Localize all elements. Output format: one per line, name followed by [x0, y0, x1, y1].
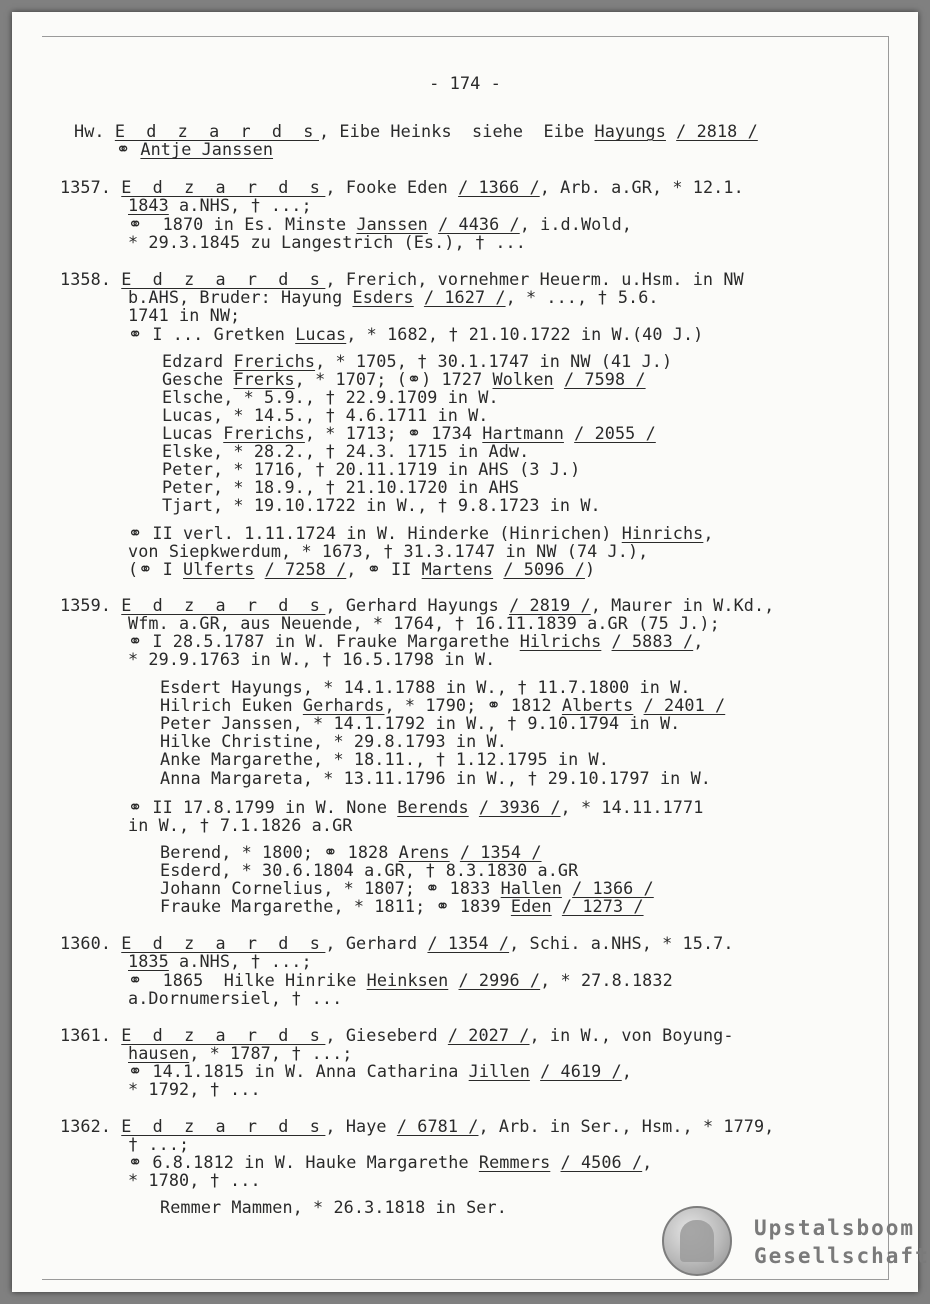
entry-text — [414, 287, 424, 307]
entry-text: , Eibe Heinks siehe Eibe — [319, 121, 595, 141]
entry-1362-line-4: * 1780, † ... — [128, 1170, 261, 1190]
entry-text — [550, 1152, 560, 1172]
entry-1357-line-2 — [128, 196, 312, 214]
entry-text: , Arb. in Ser., Hsm., * 1779, — [478, 1116, 775, 1136]
entry-text — [469, 797, 479, 817]
ref-number: / 7598 / — [563, 369, 646, 389]
entry-text: ⚭ 1870 in Es. Minste — [128, 214, 357, 234]
entry-text: , * ..., † 5.6. — [505, 287, 659, 307]
ref-number: / 2996 / — [458, 970, 541, 990]
entry-text: (⚭ I — [128, 559, 183, 579]
entry-text — [554, 369, 564, 389]
surname: E d z a r d s — [121, 933, 326, 953]
publisher-logo — [658, 1204, 930, 1288]
surname: E d z a r d s — [121, 595, 326, 615]
entry-number: 1359. — [60, 595, 112, 615]
entry-text: , * 1682, † 21.10.1722 in W.(40 J.) — [346, 324, 704, 344]
birth-year: 1843 — [128, 195, 169, 215]
ref-name: Jillen — [468, 1061, 530, 1081]
child-line: Tjart, * 19.10.1722 in W., † 9.8.1723 in W. — [162, 495, 601, 515]
child-line: Esderd, * 30.6.1804 a.GR, † 8.3.1830 a.GR — [160, 860, 579, 880]
entry-number: 1361. — [60, 1025, 112, 1045]
entry-text: , ⚭ II — [346, 559, 422, 579]
entry-text: ⚭ I 28.5.1787 in W. Frauke Margarethe — [128, 631, 520, 651]
entry-1359-line-3 — [128, 632, 703, 650]
entry-text: Hilrich Euken — [160, 695, 303, 715]
seal-icon — [662, 1206, 732, 1276]
entry-text: , * 1787, † ...; — [189, 1043, 353, 1063]
entry-text: , * 1790; ⚭ 1812 — [384, 695, 562, 715]
entry-number: 1360. — [60, 933, 112, 953]
ref-name: Ulferts — [182, 559, 255, 579]
entry-text — [564, 423, 574, 443]
ref-name: Eden — [510, 896, 552, 916]
birth-year: 1835 — [128, 951, 169, 971]
entry-text: Berend, * 1800; ⚭ 1828 — [160, 842, 399, 862]
place-name: hausen — [128, 1043, 190, 1063]
entry-text: ⚭ I ... Gretken — [128, 324, 296, 344]
marriage-symbol: ⚭ — [116, 139, 141, 159]
entry-number: 1357. — [60, 177, 112, 197]
entry-text — [552, 896, 562, 916]
ref-name: Heinksen — [366, 970, 449, 990]
entry-1362-line-1 — [60, 1117, 774, 1135]
entry-text: ) — [584, 559, 596, 579]
ref-number: / 2055 / — [574, 423, 656, 443]
logo-line-1: Upstalsboom — [754, 1216, 916, 1240]
entry-label: Hw. — [74, 121, 105, 141]
entry-text — [450, 842, 460, 862]
entry-text: Gesche — [162, 369, 234, 389]
ref-name: Wolken — [492, 369, 554, 389]
entry-1360-line-3 — [128, 971, 673, 989]
ref-name: Berends — [397, 797, 469, 817]
entry-1361-line-2 — [128, 1044, 353, 1062]
entry-1361-line-4: * 1792, † ... — [128, 1079, 261, 1099]
ref-name: Frerichs — [233, 351, 316, 371]
ref-number: / 1354 / — [427, 933, 510, 953]
ref-name: Hayungs — [594, 121, 666, 141]
entry-1358-marriage-2 — [128, 524, 714, 542]
entry-1362-line-3 — [128, 1153, 652, 1171]
entry-number: 1358. — [60, 269, 112, 289]
entry-text: , Haye — [325, 1116, 397, 1136]
entry-1357-line-3 — [128, 215, 632, 233]
entry-text: , — [703, 523, 714, 543]
entry-text: Frauke Margarethe, * 1811; ⚭ 1839 — [160, 896, 511, 916]
document-page — [12, 12, 930, 1292]
entry-text — [428, 214, 438, 234]
ref-number: / 1366 / — [458, 177, 540, 197]
entry-text: , * 1707; (⚭) 1727 — [294, 369, 493, 389]
child-line — [160, 696, 725, 714]
child-line: Elsche, * 5.9., † 22.9.1709 in W. — [162, 387, 499, 407]
entry-text: , — [693, 631, 704, 651]
entry-text: , Schi. a.NHS, * 15.7. — [509, 933, 734, 953]
ref-name: Hinrichs — [621, 523, 704, 543]
entry-text — [601, 631, 611, 651]
entry-1358-marriage-2-line-3 — [128, 560, 595, 578]
ref-number: / 5883 / — [611, 631, 694, 651]
child-line — [160, 843, 542, 861]
ref-number: / 2401 / — [643, 695, 726, 715]
logo-line-2: Gesellschaft — [754, 1244, 930, 1268]
ref-name: Janssen — [356, 214, 428, 234]
entry-1360-line-4: a.Dornumersiel, † ... — [128, 988, 343, 1008]
entry-text: Johann Cornelius, * 1807; ⚭ 1833 — [160, 878, 501, 898]
ref-name: Lucas — [295, 324, 347, 344]
ref-number: / 4506 / — [560, 1152, 643, 1172]
ref-number: / 1366 / — [572, 878, 654, 898]
entry-1362-line-2: † ...; — [128, 1134, 190, 1154]
entry-text: , — [642, 1152, 653, 1172]
ref-number: / 1354 / — [459, 842, 542, 862]
ref-number: / 4619 / — [540, 1061, 622, 1081]
entry-text: , * 14.11.1771 — [560, 797, 704, 817]
entry-1359-line-2: Wfm. a.GR, aus Neuende, * 1764, † 16.11.1839 a.GR (75 J.); — [128, 613, 720, 633]
child-line: Elske, * 28.2., † 24.3. 1715 in Adw. — [162, 441, 530, 461]
ref-name: Remmers — [478, 1152, 551, 1172]
ref-number: / 5096 / — [503, 559, 585, 579]
ref-name: Hallen — [500, 878, 562, 898]
entry-1359-marriage-2-line-2: in W., † 7.1.1826 a.GR — [128, 815, 353, 835]
child-line: Peter, * 1716, † 20.11.1719 in AHS (3 J.) — [162, 459, 581, 479]
ref-name: Alberts — [561, 695, 634, 715]
entry-text: , Maurer in W.Kd., — [590, 595, 775, 615]
entry-text — [493, 559, 503, 579]
surname: E d z a r d s — [121, 269, 326, 289]
surname: E d z a r d s — [121, 177, 326, 197]
entry-text: , Arb. a.GR, * 12.1. — [539, 177, 744, 197]
page-number: - 174 - — [429, 74, 501, 94]
surname: E d z a r d s — [121, 1116, 326, 1136]
child-line: Esdert Hayungs, * 14.1.1788 in W., † 11.7.1800 in W. — [160, 677, 691, 697]
entry-hw-line-2 — [116, 140, 273, 158]
entry-text: , in W., von Boyung- — [529, 1025, 734, 1045]
ref-number: / 3936 / — [478, 797, 561, 817]
surname: E d z a r d s — [114, 121, 319, 141]
ref-number: / 2819 / — [509, 595, 591, 615]
child-line: Peter, * 18.9., † 21.10.1720 in AHS — [162, 477, 520, 497]
ref-name: Frerks — [233, 369, 295, 389]
ref-number: / 1627 / — [423, 287, 506, 307]
entry-text: Edzard — [162, 351, 234, 371]
ref-number: / 1273 / — [561, 896, 644, 916]
entry-text: , * 27.8.1832 — [540, 970, 673, 990]
ref-name: Frerichs — [223, 423, 305, 443]
entry-text: , * 1713; ⚭ 1734 — [304, 423, 483, 443]
entry-text: b.AHS, Bruder: Hayung — [128, 287, 353, 307]
ref-number: / 4436 / — [438, 214, 520, 234]
ref-name: Gerhards — [302, 695, 385, 715]
child-line: Peter Janssen, * 14.1.1792 in W., † 9.10.1794 in W. — [160, 713, 681, 733]
child-line: Remmer Mammen, * 26.3.1818 in Ser. — [160, 1197, 507, 1217]
entry-1357-line-1 — [60, 178, 744, 196]
entry-text: , Fooke Eden — [325, 177, 459, 197]
entry-1358-line-1 — [60, 270, 744, 288]
entry-1361-line-1 — [60, 1026, 734, 1044]
child-line: Hilke Christine, * 29.8.1793 in W. — [160, 731, 507, 751]
entry-1357-line-4: * 29.3.1845 zu Langestrich (Es.), † ... — [128, 232, 526, 252]
entry-text: Lucas — [162, 423, 224, 443]
entry-1359-line-4: * 29.9.1763 in W., † 16.5.1798 in W. — [128, 649, 496, 669]
ref-name: Hartmann — [482, 423, 564, 443]
entry-1360-line-2 — [128, 952, 312, 970]
ref-name: Martens — [421, 559, 494, 579]
child-line — [160, 897, 644, 915]
child-line: Anke Margarethe, * 18.11., † 1.12.1795 in W. — [160, 749, 609, 769]
entry-text: , i.d.Wold, — [519, 214, 632, 234]
entry-text: , Frerich, vornehmer Heuerm. u.Hsm. in NW — [325, 269, 744, 289]
entry-text — [562, 878, 572, 898]
entry-text: a.NHS, † ...; — [168, 951, 312, 971]
entry-1359-marriage-2 — [128, 798, 703, 816]
seal-figure — [680, 1220, 714, 1262]
entry-1358-line-3: 1741 in NW; — [128, 305, 241, 325]
child-line — [162, 370, 646, 388]
entry-1361-line-3 — [128, 1062, 632, 1080]
entry-text: , Gerhard — [325, 933, 428, 953]
entry-1358-marriage-2-line-2: von Siepkwerdum, * 1673, † 31.3.1747 in NW (74 J.), — [128, 541, 649, 561]
entry-text: ⚭ II 17.8.1799 in W. None — [128, 797, 398, 817]
entry-1358-line-2 — [128, 288, 659, 306]
entry-text: ⚭ 6.8.1812 in W. Hauke Margarethe — [128, 1152, 479, 1172]
ref-number: / 7258 / — [264, 559, 347, 579]
child-line — [160, 879, 654, 897]
entry-text: , Gerhard Hayungs — [325, 595, 510, 615]
spouse-name: Antje Janssen — [140, 139, 274, 159]
entry-text: , — [621, 1061, 632, 1081]
entry-text: ⚭ 1865 Hilke Hinrike — [128, 970, 367, 990]
entry-1360-line-1 — [60, 934, 734, 952]
entry-text — [633, 695, 643, 715]
ref-name: Arens — [398, 842, 450, 862]
entry-1359-line-1 — [60, 596, 774, 614]
entry-text — [254, 559, 264, 579]
entry-text: ⚭ II verl. 1.11.1724 in W. Hinderke (Hinrichen) — [128, 523, 622, 543]
child-line: Anna Margareta, * 13.11.1796 in W., † 29.10.1797 in W. — [160, 768, 711, 788]
ref-name: Hilrichs — [519, 631, 602, 651]
entry-text — [530, 1061, 540, 1081]
entry-text: a.NHS, † ...; — [168, 195, 312, 215]
entry-hw-line-1 — [74, 122, 758, 140]
entry-text: , * 1705, † 30.1.1747 in NW (41 J.) — [315, 351, 673, 371]
entry-1358-line-4 — [128, 325, 703, 343]
child-line — [162, 424, 656, 442]
entry-text: ⚭ 14.1.1815 in W. Anna Catharina — [128, 1061, 469, 1081]
child-line — [162, 352, 672, 370]
entry-number: 1362. — [60, 1116, 112, 1136]
ref-number: / 6781 / — [396, 1116, 479, 1136]
entry-text: , Gieseberd — [325, 1025, 448, 1045]
ref-name: Esders — [352, 287, 414, 307]
child-line: Lucas, * 14.5., † 4.6.1711 in W. — [162, 405, 489, 425]
ref-number: / 2818 / — [676, 121, 758, 141]
surname: E d z a r d s — [121, 1025, 326, 1045]
ref-number: / 2027 / — [447, 1025, 530, 1045]
entry-text — [448, 970, 458, 990]
